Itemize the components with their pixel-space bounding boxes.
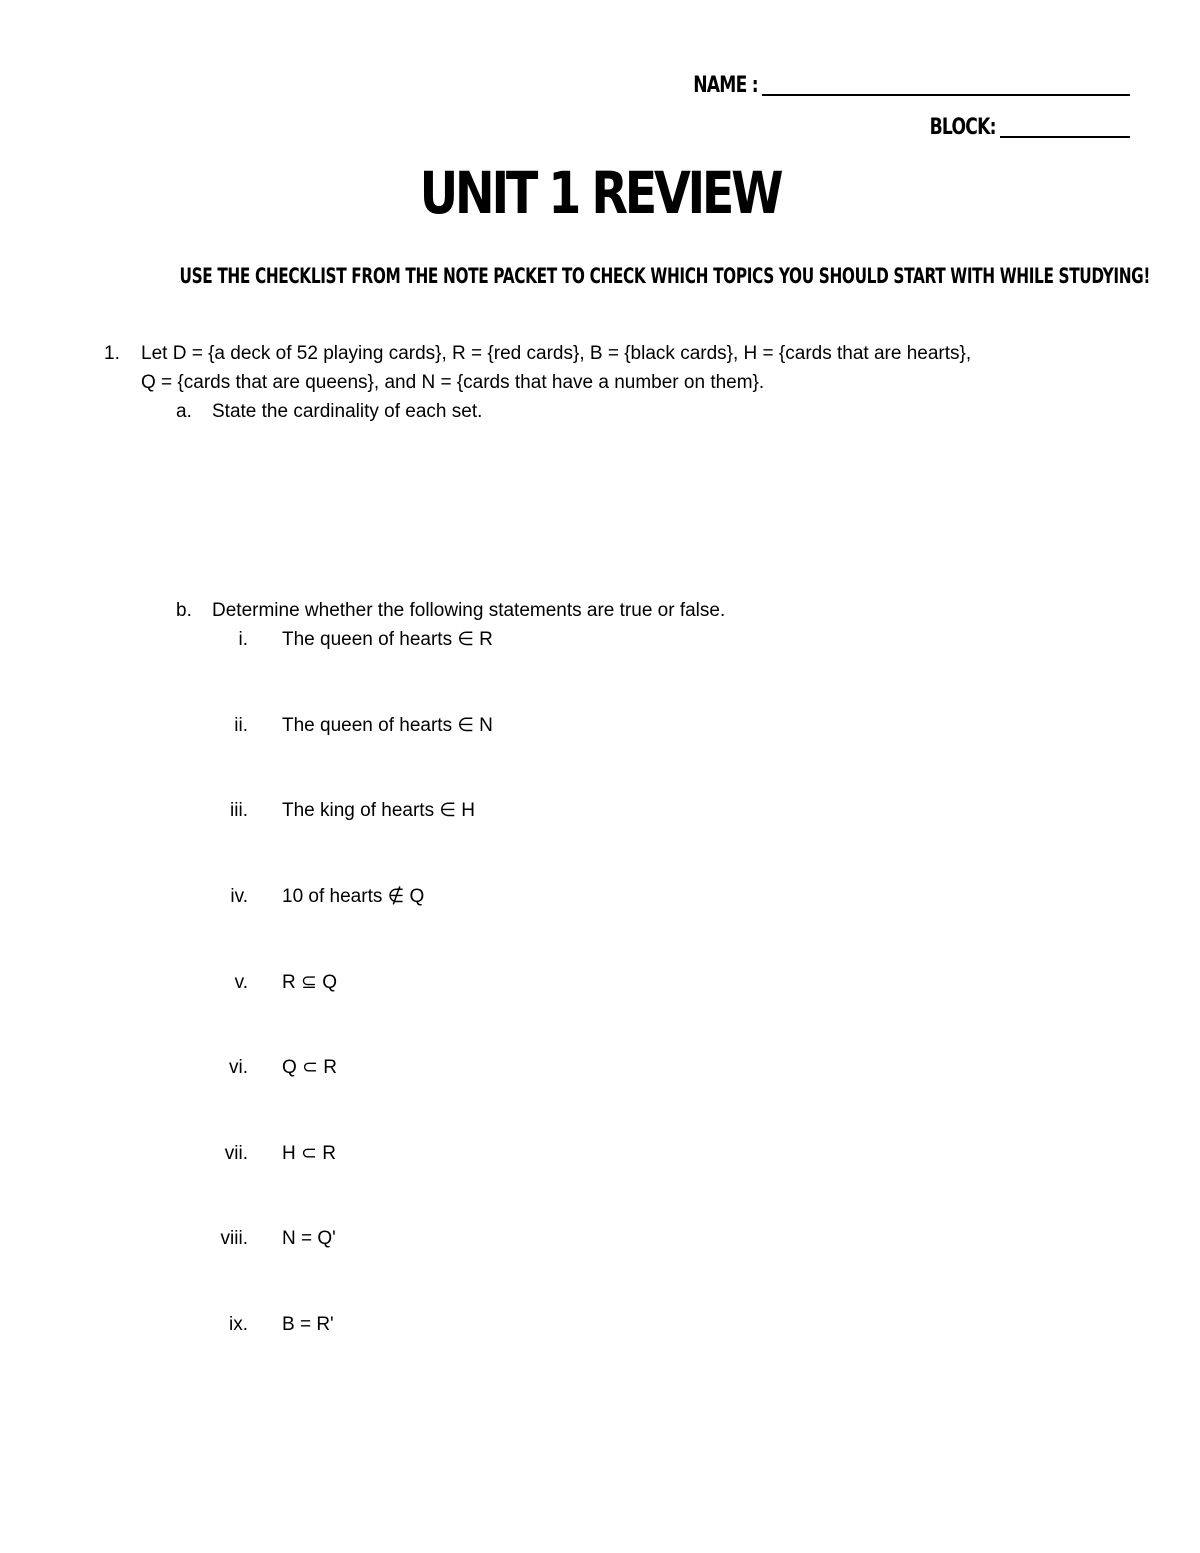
item-marker: v. [234, 972, 248, 993]
block-label: BLOCK: [929, 115, 996, 140]
question-text-line-2: Q = {cards that are queens}, and N = {cards that have a number on them}. [141, 372, 765, 393]
name-field [675, 74, 1130, 98]
page-subtitle: USE THE CHECKLIST FROM THE NOTE PACKET TO CHECK WHICH TOPICS YOU SHOULD START WITH WHILE STUDYING! [179, 264, 1151, 288]
item-text: The king of hearts ∈ H [282, 800, 475, 821]
item-marker: vi. [229, 1057, 248, 1078]
part-a-text: State the cardinality of each set. [212, 401, 483, 422]
item-marker: iv. [230, 886, 248, 907]
question-text-line-1: Let D = {a deck of 52 playing cards}, R = {red cards}, B = {black cards}, H = {cards that are hearts}, [141, 343, 972, 364]
part-b-marker: b. [176, 600, 192, 621]
item-marker: ix. [229, 1314, 248, 1335]
item-text: B = R' [282, 1314, 334, 1335]
name-label: NAME : [693, 73, 758, 98]
part-a-marker: a. [176, 401, 192, 422]
part-b-text: Determine whether the following statements are true or false. [212, 600, 726, 621]
item-text: 10 of hearts ∉ Q [282, 886, 425, 907]
block-blank-line[interactable] [1000, 136, 1130, 138]
question-number: 1. [104, 343, 120, 364]
item-text: Q ⊂ R [282, 1057, 337, 1078]
item-text: The queen of hearts ∈ R [282, 629, 493, 650]
block-field [911, 116, 1130, 140]
item-marker: ii. [234, 715, 248, 736]
item-text: R ⊆ Q [282, 972, 337, 993]
item-text: H ⊂ R [282, 1143, 336, 1164]
item-text: N = Q' [282, 1228, 336, 1249]
item-marker: vii. [224, 1143, 248, 1164]
item-marker: viii. [220, 1228, 248, 1249]
item-marker: i. [238, 629, 248, 650]
item-marker: iii. [230, 800, 248, 821]
page-title: UNIT 1 REVIEW [419, 159, 781, 227]
item-text: The queen of hearts ∈ N [282, 715, 493, 736]
name-blank-line[interactable] [762, 94, 1130, 96]
